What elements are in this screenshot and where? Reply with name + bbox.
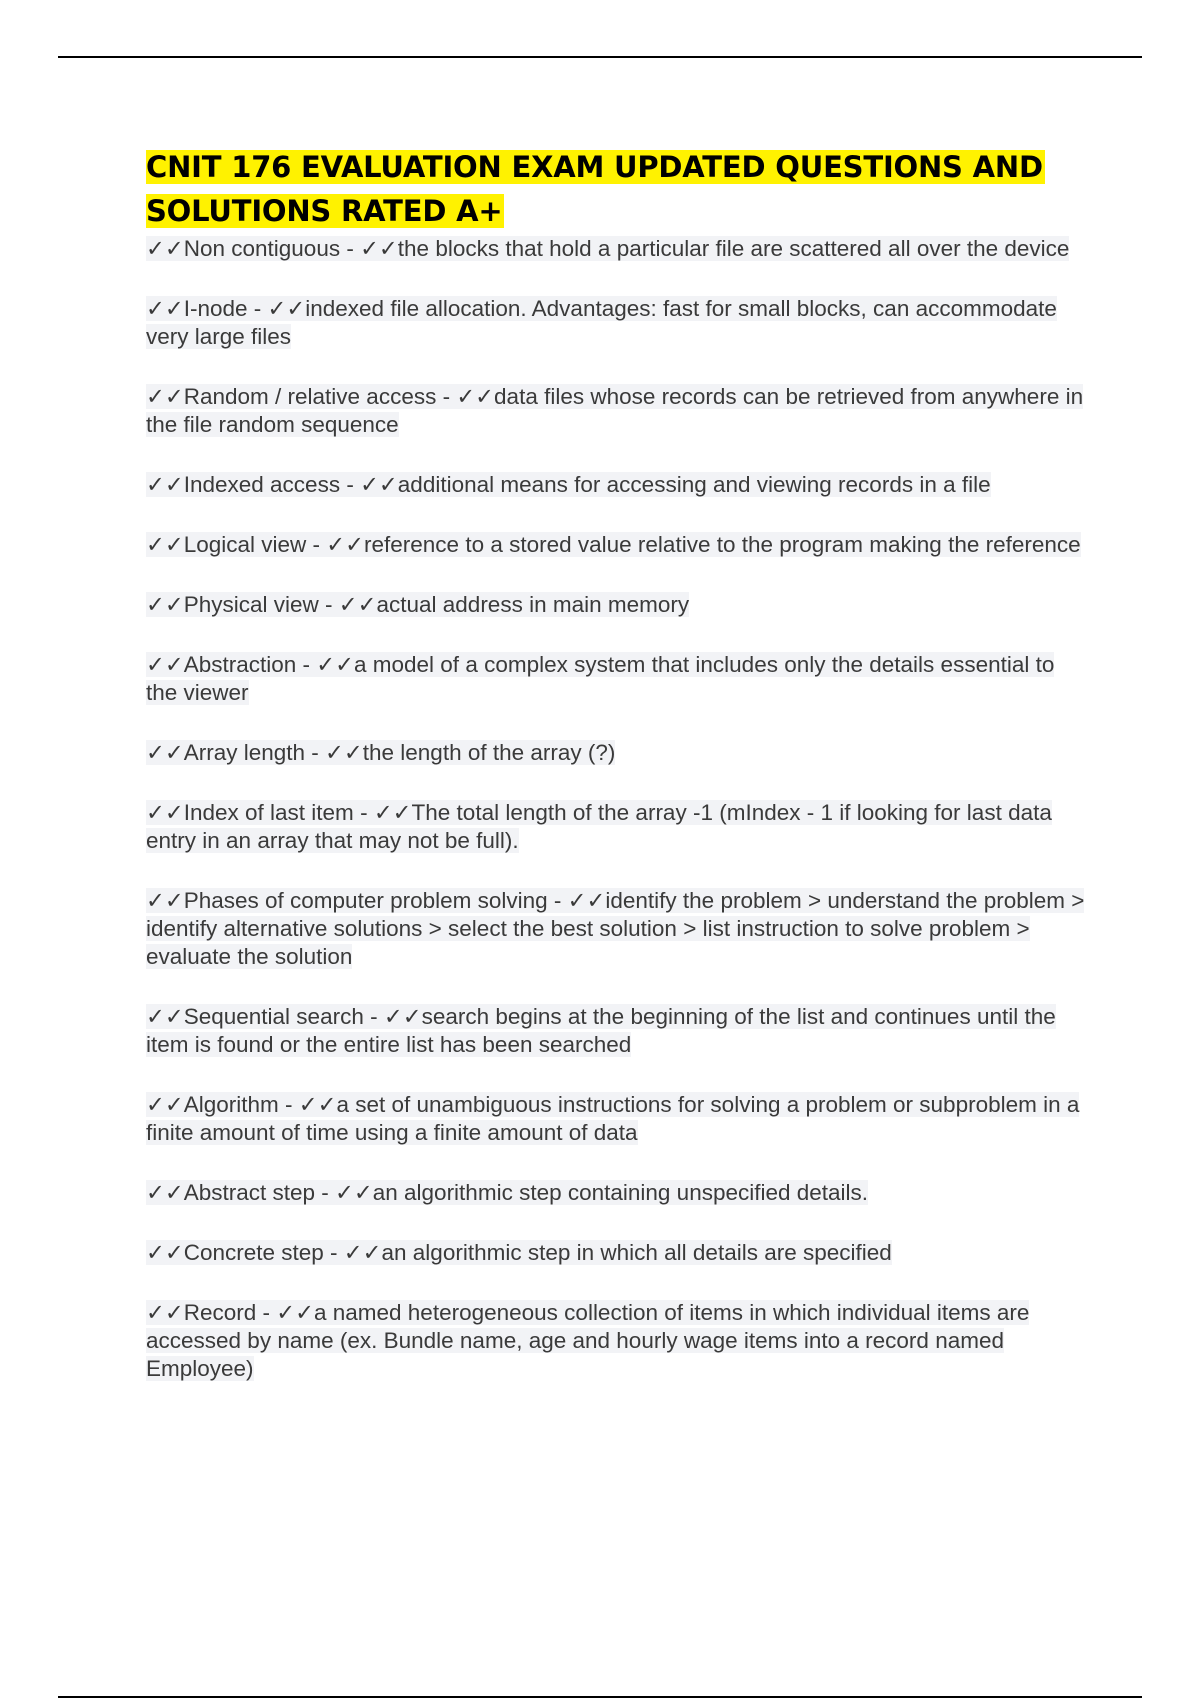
check-marks-icon: ✓✓ xyxy=(360,236,398,261)
entry-term: Non contiguous xyxy=(183,236,341,261)
check-marks-icon: ✓✓ xyxy=(316,652,354,677)
check-marks-icon: ✓✓ xyxy=(456,384,495,409)
flashcard-entry xyxy=(146,295,1086,351)
flashcard-entry-text xyxy=(146,1240,892,1265)
flashcard-entry-text xyxy=(146,532,1081,557)
flashcard-entry-text xyxy=(146,1180,868,1205)
flashcard-entry-text xyxy=(146,472,991,497)
check-marks-icon: ✓✓ xyxy=(146,1004,184,1029)
entry-separator: - xyxy=(306,532,327,557)
check-marks-icon: ✓✓ xyxy=(146,1092,184,1117)
flashcard-entry xyxy=(146,471,1086,499)
entry-term: Random / relative access xyxy=(183,384,437,409)
check-marks-icon: ✓✓ xyxy=(373,800,412,825)
check-marks-icon: ✓✓ xyxy=(146,1300,184,1325)
entry-separator: - xyxy=(436,384,457,409)
entry-definition: indexed file allocation. Advantages: fast for small blocks, can accommodate very large files xyxy=(146,296,1057,349)
document-title xyxy=(146,145,1086,233)
check-marks-icon: ✓✓ xyxy=(267,296,306,321)
entry-term: Physical view xyxy=(183,592,319,617)
flashcard-entry xyxy=(146,1003,1086,1059)
footer-rule xyxy=(58,1696,1142,1698)
check-marks-icon: ✓✓ xyxy=(338,592,377,617)
check-marks-icon: ✓✓ xyxy=(146,296,184,321)
check-marks-icon: ✓✓ xyxy=(146,384,184,409)
flashcard-entry xyxy=(146,383,1086,439)
flashcard-entry xyxy=(146,1239,1086,1267)
check-marks-icon: ✓✓ xyxy=(360,472,398,497)
check-marks-icon: ✓✓ xyxy=(146,800,184,825)
flashcard-entry-text xyxy=(146,800,1052,853)
check-marks-icon: ✓✓ xyxy=(146,236,184,261)
flashcard-entry xyxy=(146,1091,1086,1147)
flashcard-entry-text xyxy=(146,1300,1029,1381)
flashcard-entry-text xyxy=(146,592,689,617)
entry-separator: - xyxy=(547,888,568,913)
flashcard-entry-text xyxy=(146,740,615,765)
check-marks-icon: ✓✓ xyxy=(146,740,184,765)
entry-definition: a model of a complex system that includes only the details essential to the viewer xyxy=(146,652,1055,705)
flashcard-entry xyxy=(146,235,1086,263)
entry-term: Phases of computer problem solving xyxy=(183,888,548,913)
entry-separator: - xyxy=(353,800,374,825)
check-marks-icon: ✓✓ xyxy=(146,472,184,497)
entry-separator: - xyxy=(315,1180,336,1205)
check-marks-icon: ✓✓ xyxy=(146,532,184,557)
entry-term: Record xyxy=(183,1300,257,1325)
entry-separator: - xyxy=(278,1092,299,1117)
flashcard-entry-text xyxy=(146,384,1083,437)
entry-definition: a set of unambiguous instructions for solving a problem or subproblem in a finite amount of time using a finite amount of data xyxy=(146,1092,1080,1145)
flashcard-list xyxy=(146,235,1086,1383)
entry-definition: data files whose records can be retrieved from anywhere in the file random sequence xyxy=(146,384,1084,437)
document-body xyxy=(146,145,1086,1415)
entry-term: Logical view xyxy=(183,532,307,557)
entry-term: Concrete step xyxy=(183,1240,324,1265)
flashcard-entry xyxy=(146,887,1086,971)
flashcard-entry xyxy=(146,591,1086,619)
check-marks-icon: ✓✓ xyxy=(325,740,363,765)
entry-definition: actual address in main memory xyxy=(376,592,690,617)
check-marks-icon: ✓✓ xyxy=(326,532,365,557)
flashcard-entry-text xyxy=(146,1092,1079,1145)
flashcard-entry xyxy=(146,531,1086,559)
entry-term: Abstraction xyxy=(183,652,297,677)
flashcard-entry xyxy=(146,1179,1086,1207)
flashcard-entry-text xyxy=(146,652,1054,705)
flashcard-entry xyxy=(146,799,1086,855)
entry-definition: an algorithmic step containing unspecified details. xyxy=(372,1180,869,1205)
entry-definition: additional means for accessing and viewing records in a file xyxy=(397,472,991,497)
entry-term: Sequential search xyxy=(183,1004,364,1029)
entry-separator: - xyxy=(296,652,317,677)
entry-separator: - xyxy=(247,296,268,321)
entry-definition: search begins at the beginning of the list and continues until the item is found or the entire list has been searched xyxy=(146,1004,1056,1057)
entry-definition: the blocks that hold a particular file are scattered all over the device xyxy=(397,236,1070,261)
check-marks-icon: ✓✓ xyxy=(146,888,184,913)
entry-term: Abstract step xyxy=(183,1180,316,1205)
entry-separator: - xyxy=(340,236,361,261)
check-marks-icon: ✓✓ xyxy=(276,1300,314,1325)
flashcard-entry-text xyxy=(146,296,1057,349)
entry-term: Indexed access xyxy=(183,472,341,497)
entry-definition: a named heterogeneous collection of items in which individual items are accessed by name (ex. Bundle name, age and hourly wage items into a record named Employee) xyxy=(146,1300,1030,1381)
entry-definition: the length of the array (?) xyxy=(362,740,616,765)
entry-definition: The total length of the array -1 (mIndex - 1 if looking for last data entry in an array that may not be full). xyxy=(146,800,1052,853)
entry-separator: - xyxy=(305,740,326,765)
entry-separator: - xyxy=(340,472,361,497)
flashcard-entry xyxy=(146,1299,1086,1383)
entry-term: Array length xyxy=(183,740,306,765)
flashcard-entry xyxy=(146,739,1086,767)
check-marks-icon: ✓✓ xyxy=(343,1240,382,1265)
check-marks-icon: ✓✓ xyxy=(146,1180,184,1205)
check-marks-icon: ✓✓ xyxy=(335,1180,373,1205)
flashcard-entry-text xyxy=(146,236,1069,261)
check-marks-icon: ✓✓ xyxy=(298,1092,337,1117)
flashcard-entry-text xyxy=(146,1004,1056,1057)
flashcard-entry-text xyxy=(146,888,1084,969)
entry-term: Index of last item xyxy=(183,800,354,825)
entry-definition: reference to a stored value relative to the program making the reference xyxy=(364,532,1081,557)
entry-definition: identify the problem > understand the problem > identify alternative solutions > select the best solution > list instruction to solve problem > evaluate the solution xyxy=(146,888,1085,969)
entry-separator: - xyxy=(323,1240,344,1265)
entry-separator: - xyxy=(318,592,339,617)
entry-separator: - xyxy=(256,1300,277,1325)
header-rule xyxy=(58,56,1142,58)
check-marks-icon: ✓✓ xyxy=(567,888,606,913)
document-title-text: CNIT 176 EVALUATION EXAM UPDATED QUESTIONS AND SOLUTIONS RATED A+ xyxy=(146,150,1043,228)
entry-term: I-node xyxy=(183,296,248,321)
entry-separator: - xyxy=(363,1004,384,1029)
check-marks-icon: ✓✓ xyxy=(146,652,184,677)
check-marks-icon: ✓✓ xyxy=(146,1240,184,1265)
check-marks-icon: ✓✓ xyxy=(383,1004,422,1029)
flashcard-entry xyxy=(146,651,1086,707)
entry-term: Algorithm xyxy=(183,1092,279,1117)
entry-definition: an algorithmic step in which all details are specified xyxy=(381,1240,892,1265)
check-marks-icon: ✓✓ xyxy=(146,592,184,617)
